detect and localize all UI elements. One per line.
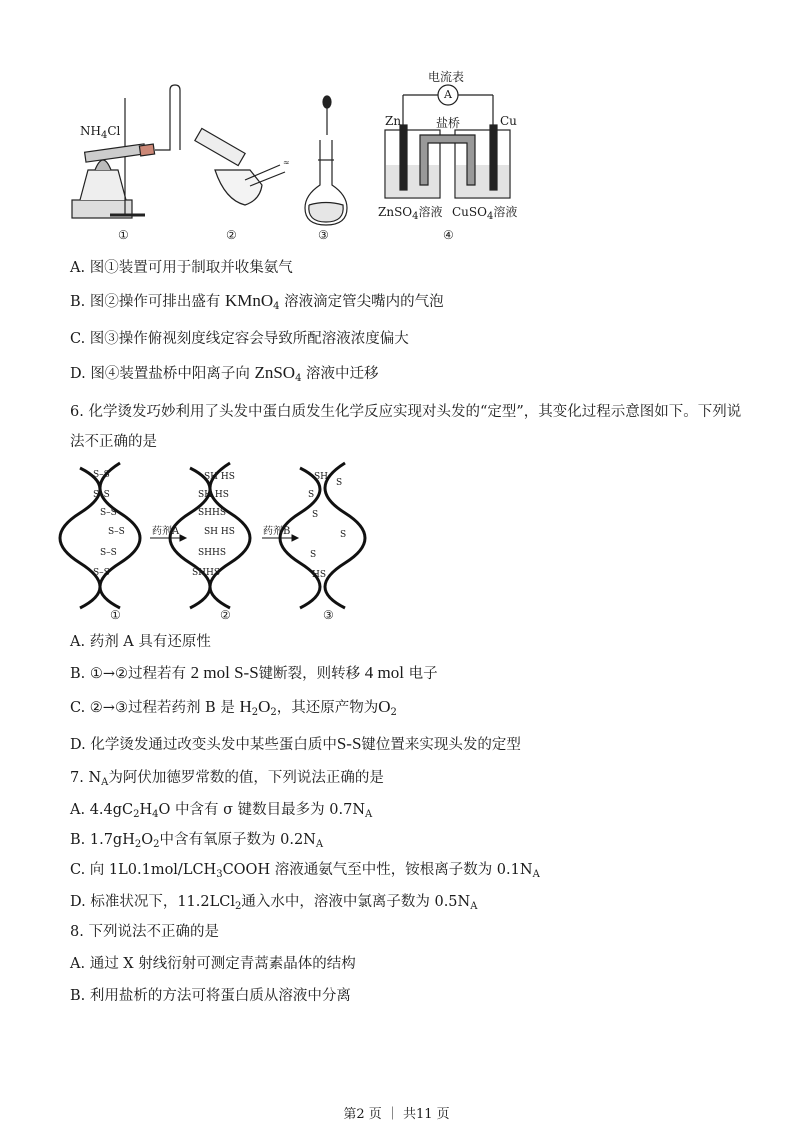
bond-label: S–S (100, 548, 117, 558)
bond-label: SH HS (198, 490, 229, 500)
q7-option-d: D. 标准状况下，11.2LCl$_2$通入水中，溶液中氯离子数为 $0.5N_A$ (70, 894, 478, 912)
label-zn: Zn (385, 114, 402, 128)
q5-option-b: B. 图②操作可排出盛有 KMnO$_4$ 溶液滴定管尖嘴内的气泡 (70, 291, 444, 312)
q7-option-a: A. $4.4gC_2H_4O$ 中含有 σ 键数目最多为 $0.7N_A$ (70, 802, 373, 820)
bond-label: S (336, 478, 343, 488)
bond-label: SH (314, 472, 329, 482)
q6-stem-line1: 6. 化学烫发巧妙利用了头发中蛋白质发生化学反应实现对头发的“定型”，其变化过程示意图如下。下列说 (70, 404, 742, 420)
label-ammeter: 电流表 (428, 70, 465, 84)
bond-label: S–S (93, 470, 110, 480)
apparatus-2-burette (195, 128, 290, 205)
q6-option-a: A. 药剂 A 具有还原性 (70, 634, 211, 650)
q6-option-b: B. ①→②过程若有 2 mol S-S键断裂，则转移 4 mol 电子 (70, 663, 438, 682)
figure-label-2: ② (226, 228, 237, 242)
apparatus-3-volumetric-flask (305, 96, 347, 225)
hair-protein-figure (0, 458, 793, 618)
q6-stem-line2: 法不正确的是 (70, 434, 157, 450)
figure-label-2: ② (220, 608, 231, 622)
bond-label: S (312, 510, 319, 520)
agent-b-label: 药剂B (263, 526, 291, 537)
q8-option-a: A. 通过 X 射线衍射可测定青蒿素晶体的结构 (70, 956, 356, 972)
label-nh4cl: $NH_4Cl$ (80, 124, 121, 141)
bond-label: S–S (100, 508, 117, 518)
bond-label: S (310, 550, 317, 560)
figure-label-4: ④ (443, 228, 454, 242)
apparatus-4-galvanic-cell (385, 85, 510, 198)
svg-text:≈: ≈ (283, 158, 290, 167)
bond-label: HS (312, 570, 327, 580)
q7-option-c: C. 向 $1L0.1mol/LCH_3COOH$ 溶液通氨气至中性，铵根离子数为 $0.1N_A$ (70, 862, 540, 880)
bond-label: SH HS (204, 527, 235, 537)
q7-stem: 7. $N_A$为阿伏加德罗常数的值，下列说法正确的是 (70, 770, 384, 788)
figure-label-3: ③ (323, 608, 334, 622)
bond-label: SH HS (204, 472, 235, 482)
label-cu: Cu (500, 114, 517, 128)
figure-label-3: ③ (318, 228, 329, 242)
q5-option-d: D. 图④装置盐桥中阳离子向 ZnSO$_4$ 溶液中迁移 (70, 363, 379, 384)
q8-stem: 8. 下列说法不正确的是 (70, 924, 219, 940)
page-footer: 第2 页 ｜ 共11 页 (343, 1107, 450, 1122)
q7-option-b: B. $1.7gH_2O_2$中含有氧原子数为 $0.2N_A$ (70, 832, 324, 850)
q5-option-a: A. 图①装置可用于制取并收集氨气 (70, 260, 293, 276)
bond-label: S–S (93, 568, 110, 578)
figure-label-1: ① (110, 608, 121, 622)
label-ammeter-symbol: A (444, 88, 452, 101)
figure-label-1: ① (118, 228, 129, 242)
label-cuso4-solution: CuSO$_4$溶液 (452, 205, 518, 222)
bond-label: S (308, 490, 315, 500)
q5-option-c: C. 图③操作俯视刻度线定容会导致所配溶液浓度偏大 (70, 331, 409, 347)
bond-label: S–S (108, 527, 125, 537)
q8-option-b: B. 利用盐析的方法可将蛋白质从溶液中分离 (70, 988, 351, 1004)
bond-label: S–S (93, 490, 110, 500)
bond-label: SHHS (198, 548, 227, 558)
bond-label: SHHS (192, 568, 221, 578)
agent-a-label: 药剂A (152, 526, 180, 537)
bond-label: S (340, 530, 347, 540)
bond-label: SHHS (198, 508, 227, 518)
q6-option-c: C. ②→③过程若药剂 B 是 $H_2O_2$，其还原产物为$O_2$ (70, 697, 397, 718)
label-znso4-solution: ZnSO$_4$溶液 (378, 205, 443, 222)
apparatus-1-heating (72, 85, 180, 218)
label-salt-bridge: 盐桥 (436, 116, 461, 130)
q6-option-d: D. 化学烫发通过改变头发中某些蛋白质中S-S键位置来实现头发的定型 (70, 734, 521, 753)
